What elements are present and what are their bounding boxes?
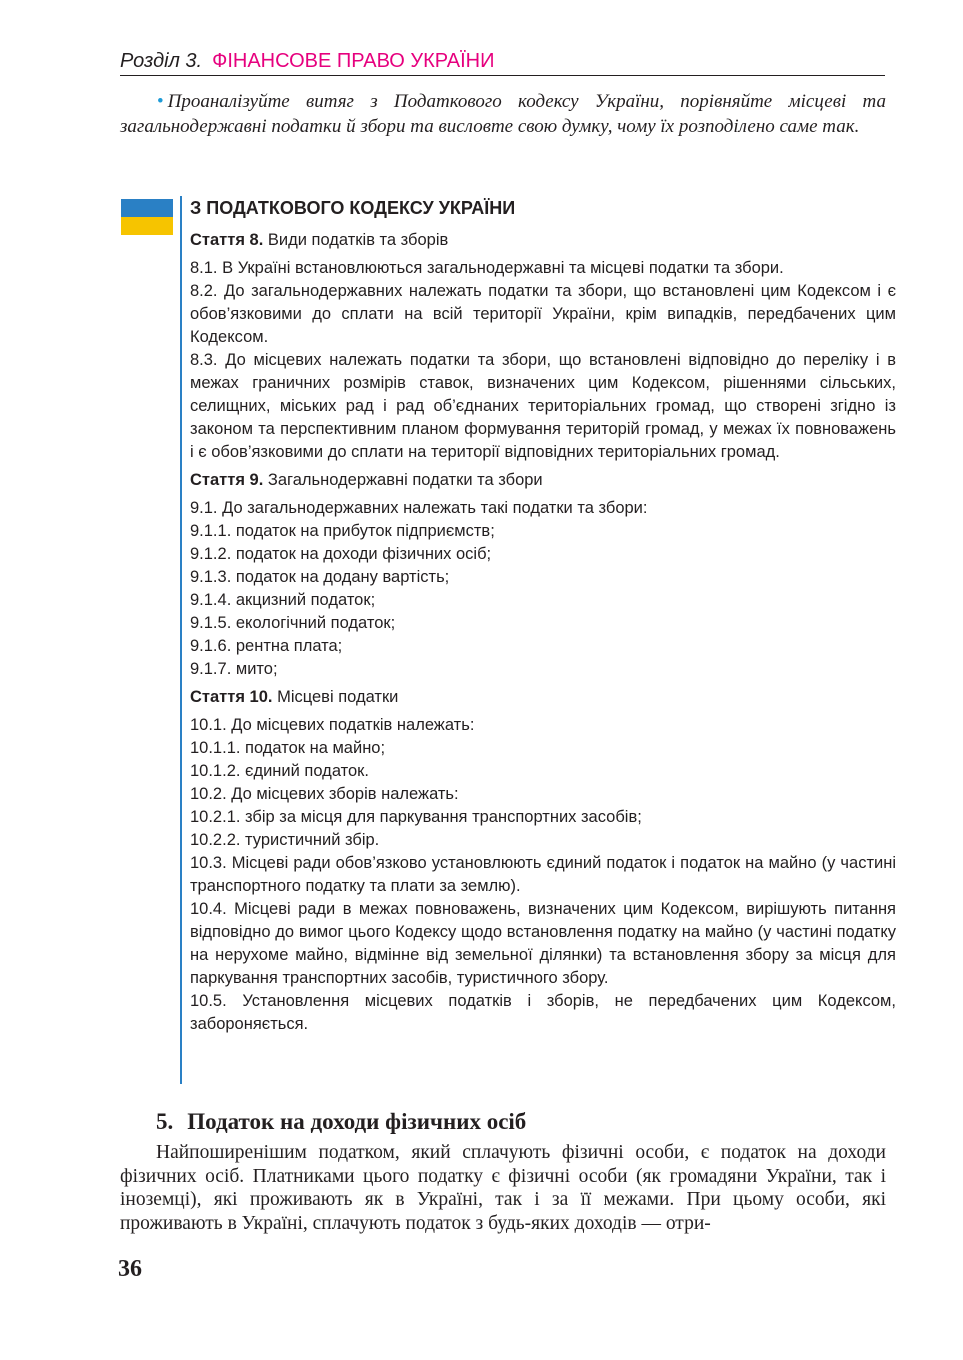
article-name: Місцеві податки	[277, 688, 399, 706]
running-header	[120, 48, 885, 76]
task-text: Проаналізуйте витяг з Податкового кодексу України, порівняйте місцеві та загальнодержавні податки й збори та висловте свою думку, чому їх розподілено саме так.	[120, 91, 886, 137]
article-name: Загальнодержавні податки та збори	[267, 471, 543, 489]
article-paragraph: 10.2.2. туристичний збір.	[190, 831, 380, 849]
article-paragraph: 9.1.2. податок на доходи фізичних осіб;	[190, 545, 492, 563]
article-paragraph: 8.2. До загальнодержавних належать податки та збори, що встановлені цим Кодексом і є обов’язковими до сплати на всій території України, крім випадків, передбачених цим Кодексом.	[190, 282, 896, 346]
flag-blue-stripe	[121, 199, 173, 217]
chapter-title: ФІНАНСОВЕ ПРАВО УКРАЇНИ	[212, 50, 495, 72]
article-label: Стаття 8.	[190, 231, 264, 249]
article-paragraph: 9.1.5. екологічний податок;	[190, 614, 396, 632]
section-heading	[156, 1107, 526, 1137]
bullet-icon: •	[157, 91, 164, 112]
article-label: Стаття 9.	[190, 471, 264, 489]
article-paragraph: 9.1.3. податок на додану вартість;	[190, 568, 450, 586]
body-paragraph-text: Найпоширенішим податком, який сплачують фізичні особи, є податок на доходи фізичних осіб. Платниками цього податку є фізичні особи (як громадяни України, так і іноземці), які проживають як в Україні, так і за її межами. При цьому особи, які проживають в Україні, сплачують податок з будь-яких доходів — отри-	[120, 1142, 886, 1234]
article-paragraph: 9.1.1. податок на прибуток підприємств;	[190, 522, 495, 540]
body-paragraph	[120, 1141, 886, 1235]
article-heading	[190, 686, 896, 709]
article-paragraph: 8.3. До місцевих належать податки та збори, що встановлені відповідно до переліку і в межах граничних розмірів ставок, визначених цим Кодексом, рішеннями сільських, селищних, міських рад і рад об’єднаних територіальних громад, що створені згідно із законом та перспективним планом формування територій громад, у межах їх повноважень і є обов’язковими до сплати на території відповідних територіальних громад.	[190, 351, 896, 461]
article-paragraph: 10.1. До місцевих податків належать:	[190, 716, 475, 734]
section-label: Розділ 3.	[120, 50, 203, 72]
excerpt-title: З ПОДАТКОВОГО КОДЕКСУ УКРАЇНИ	[190, 198, 516, 218]
tax-code-excerpt	[180, 196, 896, 1084]
ukraine-flag-icon	[121, 199, 173, 235]
article-paragraph: 10.2. До місцевих зборів належать:	[190, 785, 459, 803]
article-name: Види податків та зборів	[267, 231, 449, 249]
article-heading	[190, 469, 896, 492]
article-paragraph: 10.4. Місцеві ради в межах повноважень, визначених цим Кодексом, вирішують питання відповідно до вимог цього Кодексу щодо встановлення податку на майно (у частині податку на нерухоме майно, відмінне від земельної ділянки) та встановлення збору за місця для паркування транспортних засобів, туристичного збору.	[190, 900, 896, 987]
article-paragraph: 10.1.2. єдиний податок.	[190, 762, 369, 780]
task-prompt	[120, 89, 886, 139]
article-paragraph: 9.1.4. акцизний податок;	[190, 591, 376, 609]
article-paragraph: 8.1. В Україні встановлюються загальнодержавні та місцеві податки та збори.	[190, 259, 784, 277]
section-title-text: Податок на доходи фізичних осіб	[187, 1109, 527, 1134]
article-paragraph: 10.5. Установлення місцевих податків і зборів, не передбачених цим Кодексом, забороняється.	[190, 992, 896, 1033]
article-paragraph: 10.3. Місцеві ради обов’язково установлюють єдиний податок і податок на майно (у частині транспортного податку та плати за землю).	[190, 854, 896, 895]
article-paragraph: 10.1.1. податок на майно;	[190, 739, 386, 757]
section-number: 5.	[156, 1109, 174, 1134]
flag-yellow-stripe	[121, 217, 173, 235]
page-number: 36	[118, 1256, 142, 1282]
article-paragraph: 9.1.6. рентна плата;	[190, 637, 343, 655]
article-paragraph: 10.2.1. збір за місця для паркування транспортних засобів;	[190, 808, 642, 826]
article-paragraph: 9.1. До загальнодержавних належать такі податки та збори:	[190, 499, 648, 517]
article-heading	[190, 229, 896, 252]
article-label: Стаття 10.	[190, 688, 273, 706]
article-paragraph: 9.1.7. мито;	[190, 660, 278, 678]
